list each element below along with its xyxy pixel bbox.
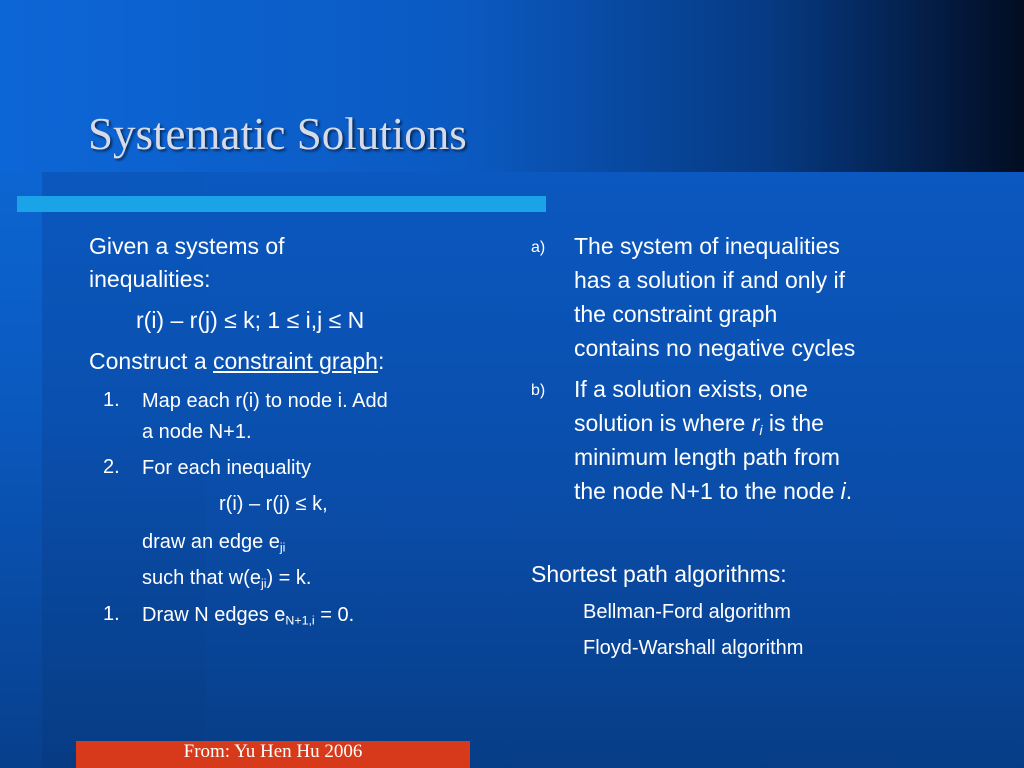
step-3-line (142, 603, 354, 627)
shortest-path-heading: Shortest path algorithms: (531, 561, 787, 587)
construct-prefix: Construct a (89, 348, 213, 374)
algorithm-bellman-ford: Bellman-Ford algorithm (583, 601, 791, 623)
variable-i: i (840, 478, 846, 504)
edge-subscript: ji (279, 540, 286, 555)
step-3-number: 1. (103, 603, 120, 625)
point-b-line-2-prefix: solution is where (574, 410, 752, 436)
weight-prefix: such that w(e (142, 567, 261, 589)
point-a-line-4: contains no negative cycles (574, 335, 856, 361)
step-1-line-2: a node N+1. (142, 421, 252, 443)
constraint-graph-term: constraint graph (213, 348, 378, 374)
step-2-weight-line (142, 566, 311, 590)
footer-bar (76, 741, 470, 768)
point-b-line-4-suffix: . (845, 478, 853, 504)
variable-r-subscript: i (759, 422, 763, 439)
step-2-number: 2. (103, 456, 120, 478)
weight-subscript: ji (260, 576, 267, 591)
point-a-marker: a) (531, 239, 546, 256)
point-a-line-1: The system of inequalities (574, 233, 840, 259)
footer-credit: From: Yu Hen Hu 2006 (183, 741, 363, 762)
intro-line-2: inequalities: (89, 266, 211, 292)
point-b-line-2 (574, 410, 824, 438)
step-2-edge-line (142, 530, 285, 554)
point-b-line-4 (574, 478, 852, 506)
point-b-line-4-prefix: the node N+1 to the node (574, 478, 841, 504)
construct-suffix: : (377, 348, 385, 374)
point-b-marker: b) (531, 382, 546, 399)
point-b-line-2-suffix: is the (762, 410, 824, 436)
step-1-number: 1. (103, 389, 120, 411)
inequality-expression: r(i) – r(j) ≤ k; 1 ≤ i,j ≤ N (136, 307, 365, 333)
point-a-line-2: has a solution if and only if (574, 267, 846, 293)
weight-suffix: ) = k. (266, 567, 312, 589)
title-divider (17, 196, 546, 212)
algorithm-floyd-warshall: Floyd-Warshall algorithm (583, 637, 804, 659)
point-b-line-3: minimum length path from (574, 444, 840, 470)
step-3-subscript: N+1,i (285, 613, 315, 628)
step-2-line-1: For each inequality (142, 457, 311, 479)
variable-r: r (751, 410, 760, 436)
slide-title: Systematic Solutions (88, 109, 467, 159)
step-3-suffix: = 0. (314, 604, 355, 626)
intro-line-1: Given a systems of (89, 233, 285, 259)
construct-line (89, 348, 384, 376)
step-3-prefix: Draw N edges e (142, 604, 286, 626)
step-1-line-1: Map each r(i) to node i. Add (142, 390, 388, 412)
step-2-inequality: r(i) – r(j) ≤ k, (219, 493, 328, 515)
point-b-line-1: If a solution exists, one (574, 376, 808, 402)
point-a-line-3: the constraint graph (574, 301, 778, 327)
edge-prefix: draw an edge e (142, 531, 280, 553)
